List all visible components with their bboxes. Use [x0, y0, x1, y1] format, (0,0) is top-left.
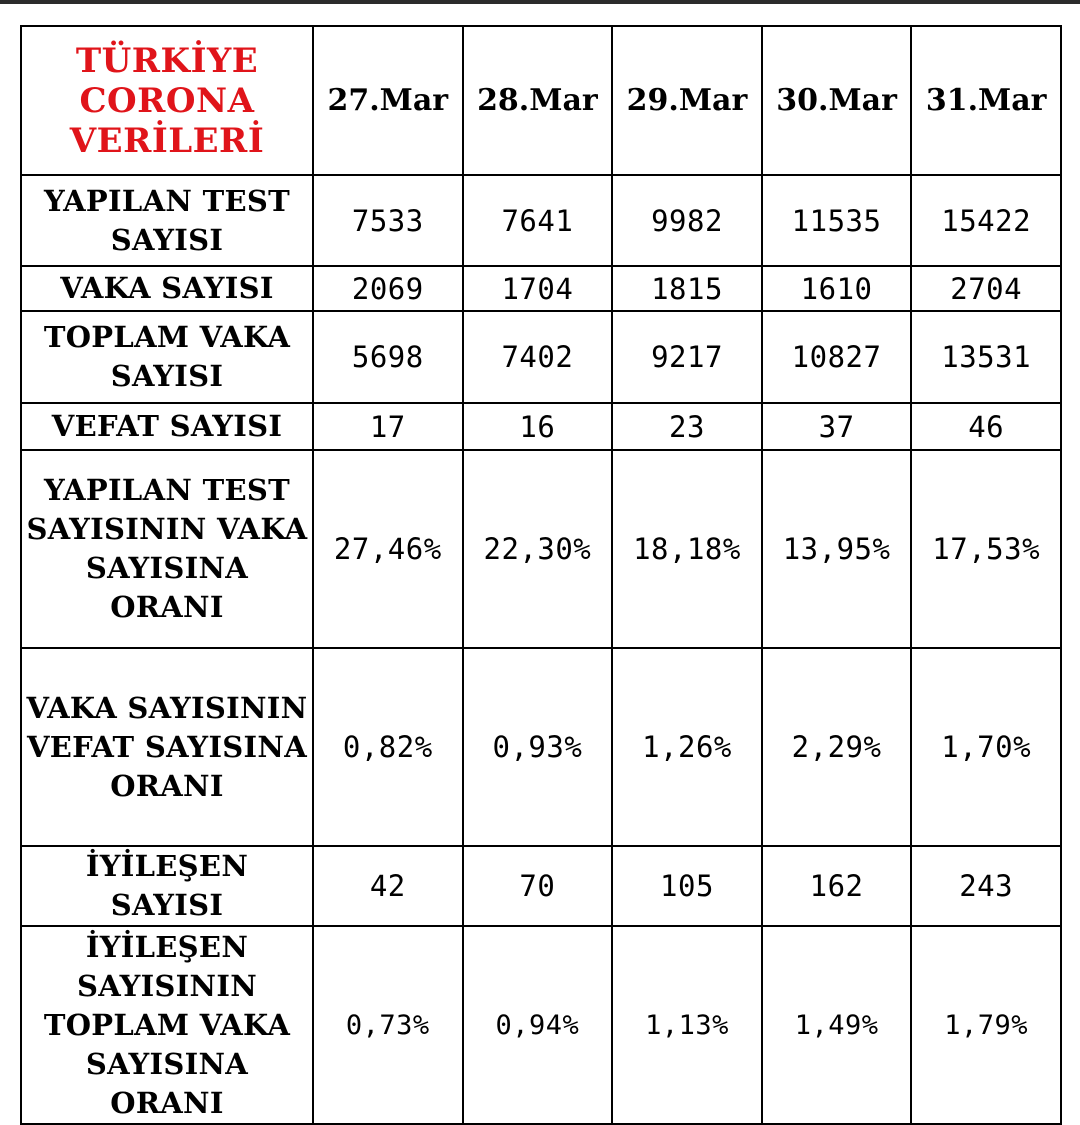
table-cell: 105	[612, 846, 762, 926]
table-cell: 0,94%	[463, 926, 613, 1124]
row-label: İYİLEŞEN SAYISININ TOPLAM VAKA SAYISINA ORANI	[21, 926, 313, 1124]
table-title-line: TÜRKİYE	[75, 40, 259, 81]
table-row	[21, 450, 1061, 648]
date-header: 31.Mar	[911, 26, 1061, 175]
table-cell: 1,49%	[762, 926, 912, 1124]
table-cell: 7533	[313, 175, 463, 266]
table-cell: 2704	[911, 266, 1061, 311]
table-cell: 243	[911, 846, 1061, 926]
table-cell: 9217	[612, 311, 762, 403]
row-label: VAKA SAYISININ VEFAT SAYISINA ORANI	[21, 648, 313, 846]
table-row	[21, 846, 1061, 926]
table-cell: 1815	[612, 266, 762, 311]
table-cell: 7402	[463, 311, 613, 403]
table-cell: 10827	[762, 311, 912, 403]
table-cell: 23	[612, 403, 762, 450]
row-label: İYİLEŞEN SAYISI	[21, 846, 313, 926]
table-cell: 18,18%	[612, 450, 762, 648]
table-cell: 1610	[762, 266, 912, 311]
table-cell: 0,73%	[313, 926, 463, 1124]
row-label: VEFAT SAYISI	[21, 403, 313, 450]
row-label: TOPLAM VAKA SAYISI	[21, 311, 313, 403]
table-row	[21, 266, 1061, 311]
table-title	[21, 26, 313, 175]
table-cell: 1,79%	[911, 926, 1061, 1124]
table-cell: 1,26%	[612, 648, 762, 846]
table-cell: 17,53%	[911, 450, 1061, 648]
table-cell: 37	[762, 403, 912, 450]
table-cell: 15422	[911, 175, 1061, 266]
table-cell: 17	[313, 403, 463, 450]
table-title-line: CORONA	[79, 80, 255, 121]
table-row	[21, 403, 1061, 450]
date-header: 30.Mar	[762, 26, 912, 175]
table-cell: 2,29%	[762, 648, 912, 846]
table-cell: 70	[463, 846, 613, 926]
table-cell: 9982	[612, 175, 762, 266]
table-cell: 1,13%	[612, 926, 762, 1124]
table-cell: 1704	[463, 266, 613, 311]
table-cell: 13531	[911, 311, 1061, 403]
date-header: 27.Mar	[313, 26, 463, 175]
date-header: 29.Mar	[612, 26, 762, 175]
row-label: YAPILAN TEST SAYISI	[21, 175, 313, 266]
table-cell: 42	[313, 846, 463, 926]
table-cell: 46	[911, 403, 1061, 450]
table-cell: 27,46%	[313, 450, 463, 648]
row-label: VAKA SAYISI	[21, 266, 313, 311]
row-label: YAPILAN TEST SAYISININ VAKA SAYISINA ORANI	[21, 450, 313, 648]
table-title-line: VERİLERİ	[69, 120, 265, 161]
corona-data-table	[20, 25, 1062, 1125]
table-cell: 0,82%	[313, 648, 463, 846]
table-row	[21, 311, 1061, 403]
table-cell: 1,70%	[911, 648, 1061, 846]
table-cell: 16	[463, 403, 613, 450]
table-cell: 13,95%	[762, 450, 912, 648]
table-cell: 5698	[313, 311, 463, 403]
table-row	[21, 175, 1061, 266]
table-cell: 11535	[762, 175, 912, 266]
table-cell: 0,93%	[463, 648, 613, 846]
table-row	[21, 926, 1061, 1124]
table-cell: 7641	[463, 175, 613, 266]
table-cell: 2069	[313, 266, 463, 311]
date-header: 28.Mar	[463, 26, 613, 175]
table-row	[21, 648, 1061, 846]
table-cell: 162	[762, 846, 912, 926]
document-frame	[0, 4, 1080, 1123]
table-cell: 22,30%	[463, 450, 613, 648]
header-row	[21, 26, 1061, 175]
